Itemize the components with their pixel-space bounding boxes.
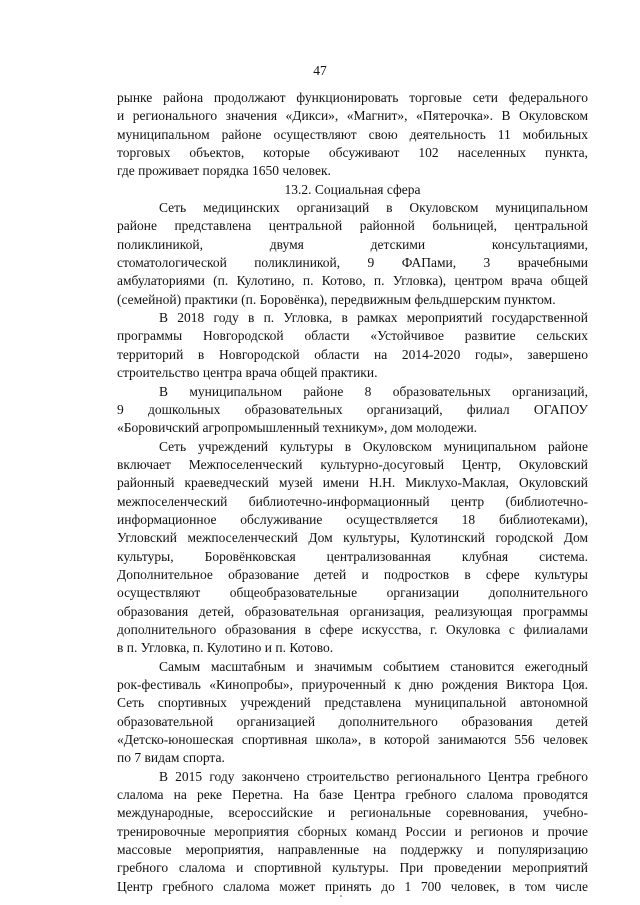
text-line: и регионального значения «Дикси», «Магнит», «Пятерочка». В Окуловском: [117, 108, 588, 124]
text-line: рок-фестиваль «Кинопробы», приуроченный к дню рождения Виктора Цоя.: [117, 677, 588, 692]
text-line: 9 дошкольных образовательных организаций, филиал ОГАПОУ: [117, 401, 588, 417]
paragraph-medical: [117, 199, 588, 309]
text-line: Сеть спортивных учреждений представлена муниципальной автономной: [117, 695, 588, 711]
text-line: включает Межпоселенческий культурно-досуговый Центр, Окуловский: [117, 456, 588, 472]
paragraph-culture: [117, 438, 588, 658]
text-line: Дополнительное образование детей и подростков в сфере культуры: [117, 566, 588, 582]
scan-dot: [340, 895, 342, 897]
text-line: районный краеведческий музей имени Н.Н. Миклухо-Маклая, Окуловский: [117, 475, 588, 491]
text-line: муниципальном районе осуществляют свою деятельность 11 мобильных: [117, 126, 588, 142]
text-line: амбулаториями (п. Кулотино, п. Котово, п. Угловка), центром врача общей: [117, 273, 588, 289]
text-line: в п. Угловка, п. Кулотино и п. Котово.: [117, 640, 334, 656]
text-line: осуществляют общеобразовательные организации дополнительного: [117, 585, 588, 601]
text-line: образования детей, образовательная организация, реализующая программы: [117, 603, 588, 619]
text-line: (семейной) практики (п. Боровёнка), передвижным фельдшерским пунктом.: [117, 291, 556, 307]
text-line: Самым масштабным и значимым событием становится ежегодный: [159, 658, 588, 674]
text-line: «Детско-юношеская спортивная школа», в которой занимаются 556 человек: [117, 732, 588, 748]
text-line: Сеть учреждений культуры в Окуловском муниципальном районе: [159, 438, 588, 454]
text-line: слалома на реке Перетна. На базе Центра гребного слалома проводятся: [117, 787, 588, 803]
paragraph-trade: [117, 89, 588, 181]
text-line: «Боровичский агропромышленный техникум», дом молодежи.: [117, 420, 478, 436]
text-line: где проживает порядка 1650 человек.: [117, 163, 331, 179]
text-line: торговых объектов, которые обсуживают 102 населенных пункта,: [117, 145, 588, 161]
text-line: образовательной организацией дополнительного образования детей: [117, 713, 588, 729]
text-line: В 2015 году закончено строительство регионального Центра гребного: [159, 768, 588, 784]
text-line: по 7 видам спорта.: [117, 750, 225, 766]
text-line: дополнительного образования в сфере искусства, г. Окуловка с филиалами: [117, 621, 588, 637]
text-line: В 2018 году в п. Угловка, в рамках мероприятий государственной: [159, 310, 588, 326]
text-line: программы Новгородской области «Устойчивое развитие сельских: [117, 328, 588, 344]
document-body: [117, 89, 588, 896]
text-line: международные, всероссийские и региональные соревнования, учебно-: [117, 805, 588, 821]
paragraph-uglovka: [117, 309, 588, 382]
text-line: Сеть медицинских организаций в Окуловском муниципальном: [159, 200, 588, 216]
text-line: Угловский межпоселенческий Дом культуры, Кулотинский городской Дом: [117, 530, 588, 546]
text-line: гребного слалома и спортивной культуры. При проведении мероприятий: [117, 860, 588, 876]
text-line: стоматологической поликлиникой, 9 ФАПами, 3 врачебными: [117, 255, 588, 271]
page-number: 47: [313, 63, 327, 78]
text-line: культуры, Боровёнковская централизованная клубная система.: [117, 548, 588, 564]
paragraph-education: [117, 383, 588, 438]
text-line: Центр гребного слалома может принять до 1 700 человек, в том числе: [117, 878, 588, 894]
text-line: информационное обслуживание осуществляется 18 библиотеками),: [117, 511, 588, 527]
text-line: территорий в Новгородской области на 2014-2020 годы», завершено: [117, 346, 588, 362]
text-line: массовые мероприятия, направленные на поддержку и популяризацию: [117, 842, 588, 858]
text-line: рынке района продолжают функционировать торговые сети федерального: [117, 90, 588, 105]
section-heading: 13.2. Социальная сфера: [284, 181, 421, 197]
text-line: районе представлена центральной районной больницей, центральной: [117, 218, 588, 234]
text-line: строительство центра врача общей практики.: [117, 365, 378, 381]
text-line: межпоселенческий библиотечно-информационный центр (библиотечно-: [117, 493, 588, 509]
paragraph-festival-sport: [117, 658, 588, 768]
text-line: поликлиникой, двумя детскими консультациями,: [117, 236, 588, 252]
text-line: В муниципальном районе 8 образовательных организаций,: [159, 383, 588, 399]
paragraph-slalom: [117, 768, 588, 896]
text-line: тренировочные мероприятия сборных команд России и регионов и прочие: [117, 823, 588, 839]
